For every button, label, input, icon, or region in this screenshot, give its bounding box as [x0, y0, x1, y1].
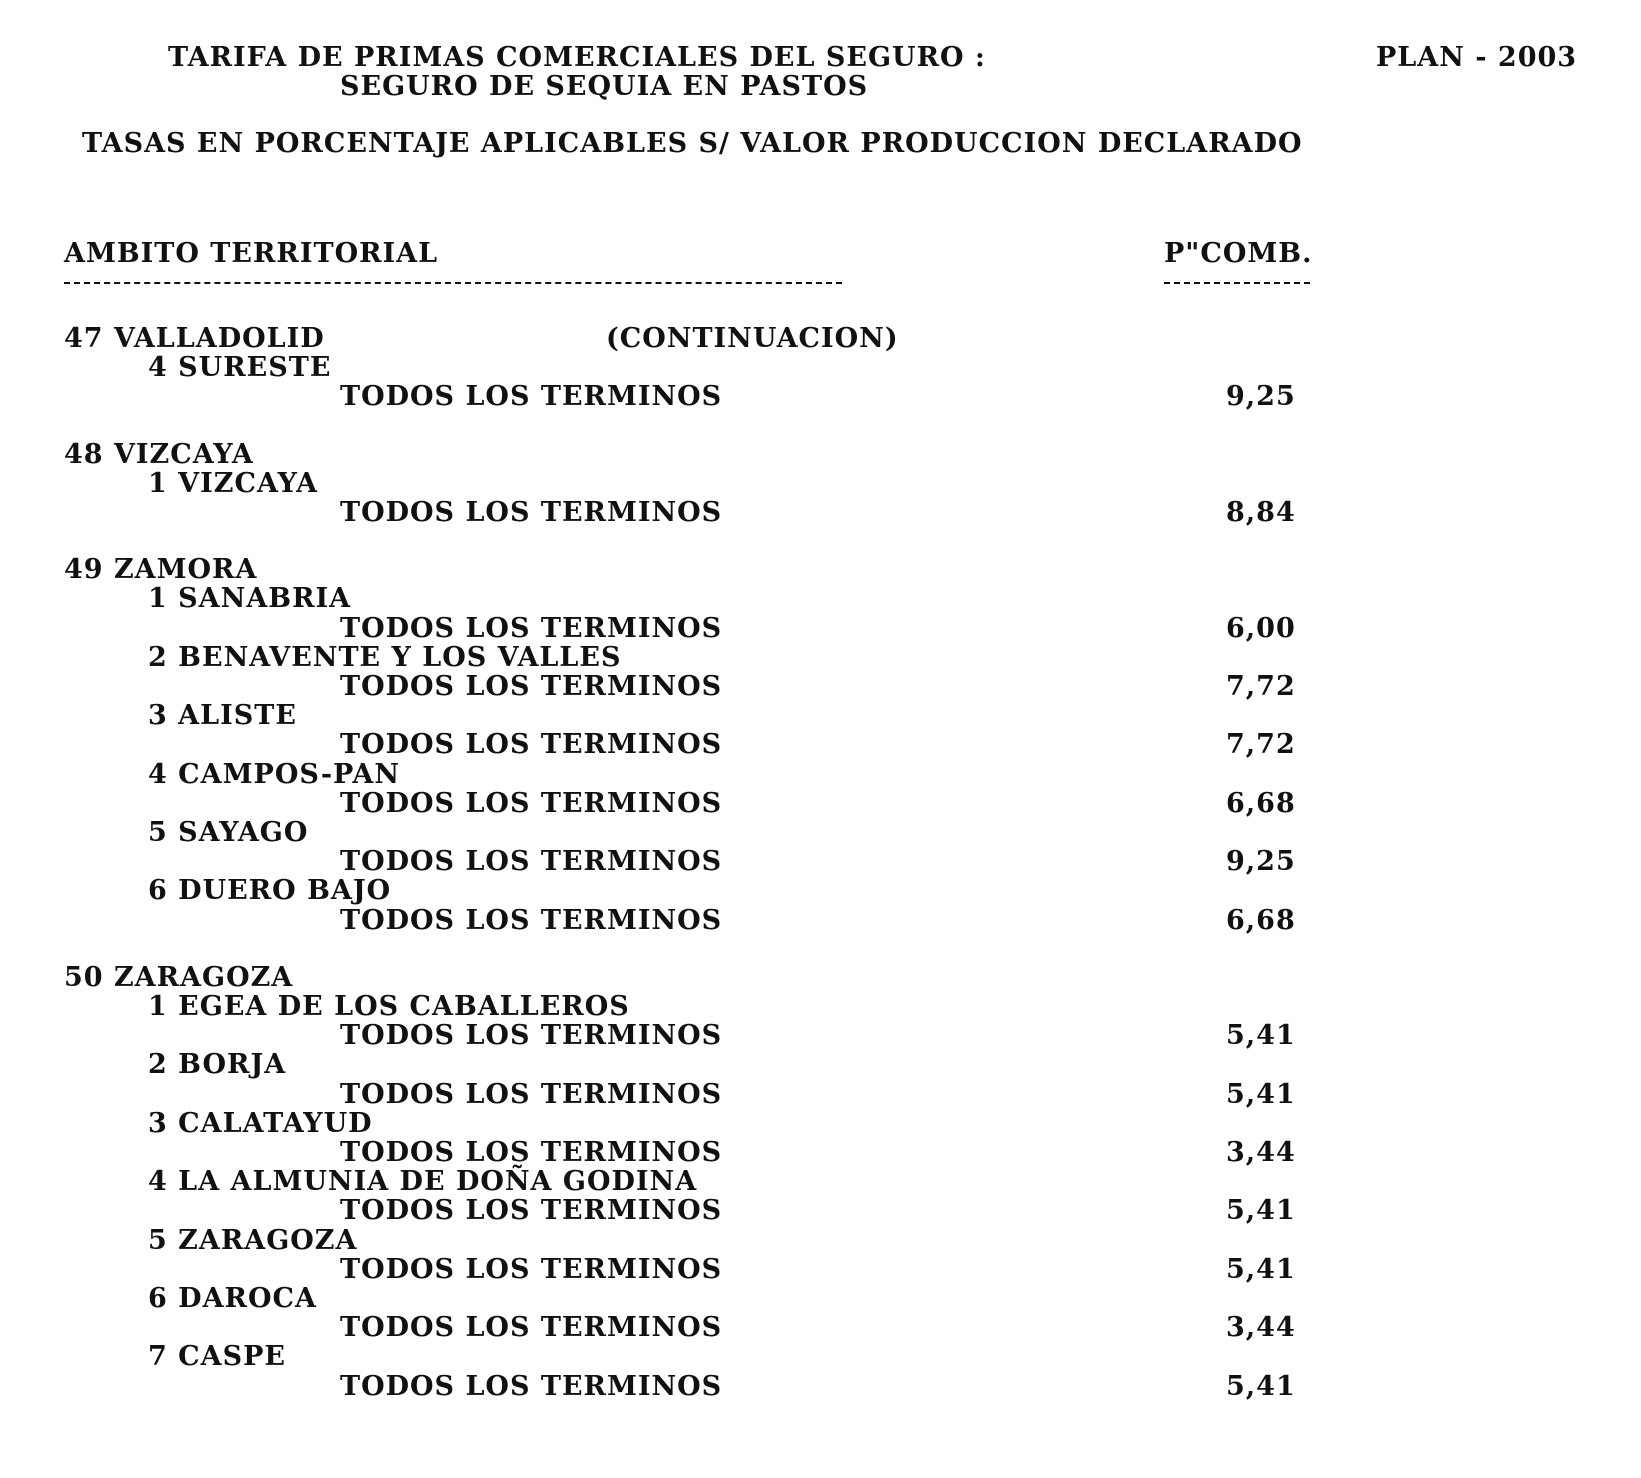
terms-label: TODOS LOS TERMINOS [340, 1370, 723, 1402]
rate-value: 7,72 [1226, 671, 1296, 702]
column-divider-territory [64, 282, 842, 284]
terms-label: TODOS LOS TERMINOS [340, 787, 723, 819]
continuation-label: (CONTINUACION) [606, 323, 899, 354]
comarca-heading: 1 SANABRIA [148, 583, 352, 615]
rate-value: 9,25 [1226, 846, 1296, 878]
comarca-heading: 3 ALISTE [148, 700, 297, 732]
document-title: TARIFA DE PRIMAS COMERCIALES DEL SEGURO : [168, 42, 986, 73]
rate-value: 5,41 [1226, 1078, 1296, 1110]
column-header-territory: AMBITO TERRITORIAL [64, 238, 439, 269]
rate-value: 6,68 [1226, 787, 1296, 819]
column-header-rate: P"COMB. [1164, 238, 1313, 269]
province-heading: 49 ZAMORA [64, 554, 258, 586]
terms-label: TODOS LOS TERMINOS [340, 846, 723, 878]
rate-value: 5,41 [1226, 1195, 1296, 1227]
comarca-heading: 4 CAMPOS-PAN [148, 758, 400, 790]
province-heading: 48 VIZCAYA [64, 438, 254, 470]
comarca-heading: 4 LA ALMUNIA DE DOÑA GODINA [148, 1166, 698, 1198]
terms-label: TODOS LOS TERMINOS [340, 1078, 723, 1110]
rate-value: 5,41 [1226, 1253, 1296, 1285]
comarca-heading: 6 DUERO BAJO [148, 875, 392, 907]
comarca-heading: 5 SAYAGO [148, 817, 309, 848]
rate-value: 3,44 [1226, 1137, 1296, 1168]
rate-value: 5,41 [1226, 1370, 1296, 1402]
rate-value: 6,00 [1226, 612, 1296, 644]
terms-label: TODOS LOS TERMINOS [340, 729, 723, 761]
comarca-heading: 5 ZARAGOZA [148, 1224, 358, 1256]
rate-value: 5,41 [1226, 1020, 1296, 1052]
province-heading: 47 VALLADOLID [64, 323, 325, 354]
terms-label: TODOS LOS TERMINOS [340, 1137, 723, 1168]
comarca-heading: 1 EGEA DE LOS CABALLEROS [148, 991, 630, 1022]
comarca-heading: 7 CASPE [148, 1341, 287, 1373]
terms-label: TODOS LOS TERMINOS [340, 381, 723, 413]
rate-value: 8,84 [1226, 497, 1296, 528]
plan-year: PLAN - 2003 [1376, 42, 1578, 73]
rate-value: 7,72 [1226, 729, 1296, 761]
province-heading: 50 ZARAGOZA [64, 961, 294, 993]
rates-description: TASAS EN PORCENTAJE APLICABLES S/ VALOR PRODUCCION DECLARADO [82, 128, 1303, 159]
comarca-heading: 3 CALATAYUD [148, 1107, 373, 1139]
terms-label: TODOS LOS TERMINOS [340, 1312, 723, 1344]
comarca-heading: 6 DAROCA [148, 1283, 317, 1314]
terms-label: TODOS LOS TERMINOS [340, 1253, 723, 1285]
rate-value: 6,68 [1226, 904, 1296, 936]
terms-label: TODOS LOS TERMINOS [340, 497, 723, 528]
comarca-heading: 2 BENAVENTE Y LOS VALLES [148, 641, 622, 673]
document-subtitle-insurance: SEGURO DE SEQUIA EN PASTOS [340, 71, 869, 102]
terms-label: TODOS LOS TERMINOS [340, 1020, 723, 1052]
terms-label: TODOS LOS TERMINOS [340, 904, 723, 936]
terms-label: TODOS LOS TERMINOS [340, 612, 723, 644]
terms-label: TODOS LOS TERMINOS [340, 1195, 723, 1227]
terms-label: TODOS LOS TERMINOS [340, 671, 723, 702]
comarca-heading: 2 BORJA [148, 1049, 287, 1081]
comarca-heading: 1 VIZCAYA [148, 467, 319, 499]
rate-value: 3,44 [1226, 1312, 1296, 1344]
rate-value: 9,25 [1226, 381, 1296, 413]
comarca-heading: 4 SURESTE [148, 352, 332, 384]
column-divider-rate [1164, 282, 1310, 284]
